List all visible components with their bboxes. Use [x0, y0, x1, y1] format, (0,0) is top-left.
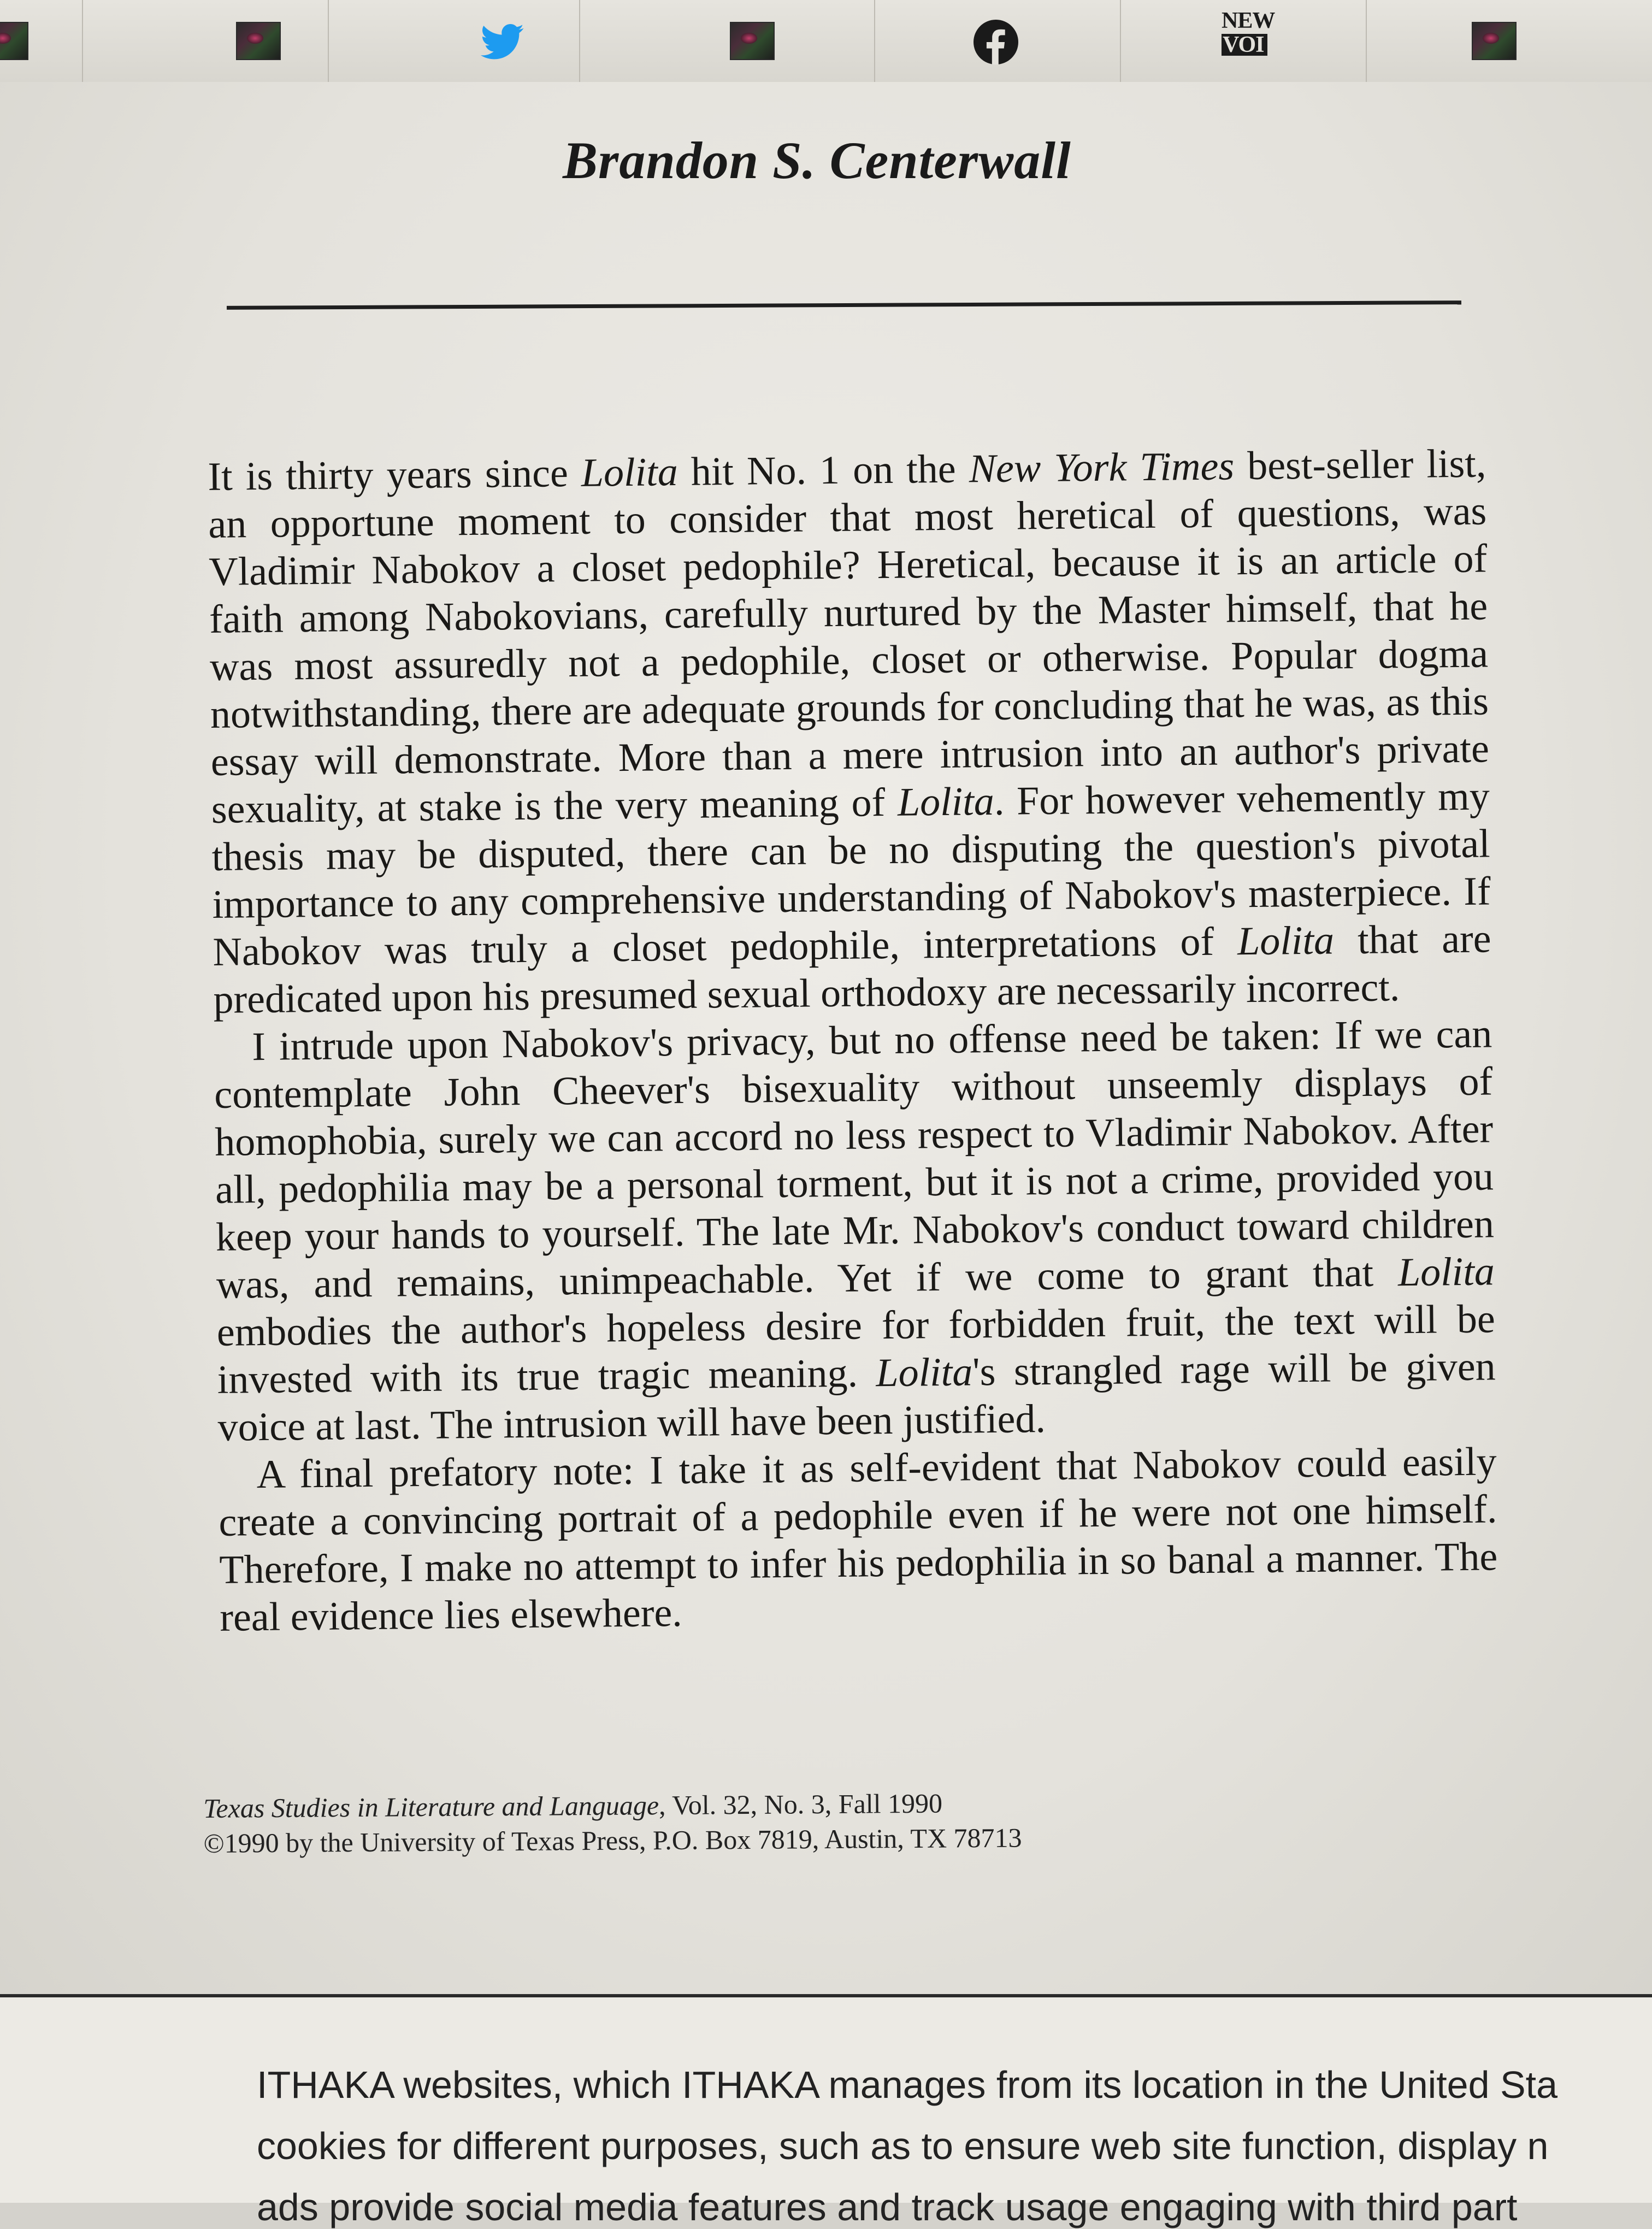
text-run: hit No. 1 on the	[677, 446, 970, 494]
italic-title: Lolita	[1397, 1249, 1495, 1295]
text-run: I intrude upon Nabokov's privacy, but no offense need be taken: If we can contemplate John Cheever's bisexuality without unseemly displays of homophobia, surely we can accord no less respect to Vladimir Nabokov. After all, pedophilia may be a personal torment, but it is not a crime, provided you keep your hands to yourself. The late Mr. Nabokov's conduct toward children was, and remains, unimpeachable. Yet if we come to grant that	[214, 1011, 1495, 1307]
text-run: 's strangled rage will be given voice at last. The intrusion will have been justified.	[217, 1344, 1496, 1450]
nyr-logo-line1: NEW	[1222, 8, 1275, 33]
italic-title: New York Times	[969, 444, 1235, 492]
twitter-icon[interactable]	[481, 23, 524, 61]
journal-name: Texas Studies in Literature and Language	[203, 1790, 659, 1824]
image-thumbnail-icon[interactable]	[0, 22, 28, 60]
cookie-text-line-1: ITHAKA websites, which ITHAKA manages from its location in the United Sta	[257, 2063, 1558, 2106]
citation-line-1	[203, 1785, 1022, 1826]
new-york-review-logo[interactable]	[1222, 8, 1275, 58]
journal-details: , Vol. 32, No. 3, Fall 1990	[658, 1788, 943, 1821]
divider	[1120, 0, 1121, 82]
text-run: It is thirty years since	[208, 450, 582, 499]
image-thumbnail-icon[interactable]	[1472, 22, 1517, 60]
text-run: that are predicated upon his presumed sexual orthodoxy are necessarily incorrect.	[213, 916, 1491, 1022]
cookie-text-line-2: cookies for different purposes, such as to ensure web site function, display n	[257, 2125, 1549, 2167]
paragraph-1	[208, 440, 1492, 1023]
italic-title: Lolita	[897, 779, 995, 825]
divider	[874, 0, 875, 82]
italic-title: Lolita	[581, 449, 678, 496]
article-body	[208, 440, 1498, 1641]
divider	[579, 0, 580, 82]
cookie-banner	[0, 1997, 1652, 2228]
facebook-icon[interactable]	[974, 20, 1018, 64]
divider	[1366, 0, 1367, 82]
cookie-text-line-3: ads provide social media features and track usage engaging with third part	[257, 2186, 1518, 2228]
paragraph-3: A final prefatory note: I take it as self-evident that Nabokov could easily create a convincing portrait of a pedophile even if he were not one himself. Therefore, I make no attempt to infer his pedophilia in so banal a manner. The real evidence lies elsewhere.	[219, 1439, 1498, 1640]
citation	[203, 1785, 1022, 1861]
nyr-logo-line2: VOI	[1222, 34, 1267, 56]
divider	[82, 0, 83, 82]
share-bar	[0, 0, 1652, 84]
image-thumbnail-icon[interactable]	[236, 22, 281, 60]
italic-title: Lolita	[1237, 918, 1335, 964]
article-page	[0, 82, 1652, 1994]
text-run: best-seller list, an opportune moment to consider that most heretical of questions, was Vladimir Nabokov a closet pedophile? Heretical, because it is an article of faith among Nabokovians, carefully nurtured by the Master himself, that he was most assuredly not a pedophile, closet or otherwise. Popular dogma notwithstanding, there are adequate grounds for concluding that he was, as this essay will demonstrate. More than a mere intrusion into an author's private sexuality, at stake is the very meaning of	[208, 441, 1490, 832]
paragraph-2	[214, 1010, 1496, 1451]
copyright-line: ©1990 by the University of Texas Press, P.O. Box 7819, Austin, TX 78713	[203, 1822, 1022, 1859]
italic-title: Lolita	[875, 1349, 973, 1396]
image-thumbnail-icon[interactable]	[730, 22, 775, 60]
author-name: Brandon S. Centerwall	[563, 131, 1071, 190]
text-run: embodies the author's hopeless desire for forbidden fruit, the text will be invested with its true tragic meaning.	[216, 1296, 1496, 1402]
text-run: . For however vehemently my thesis may be disputed, there can be no disputing the question's pivotal importance to any comprehensive understanding of Nabokov's masterpiece. If Nabokov was truly a closet pedophile, interpretations of	[211, 774, 1491, 975]
divider	[328, 0, 329, 82]
title-rule	[227, 300, 1461, 310]
